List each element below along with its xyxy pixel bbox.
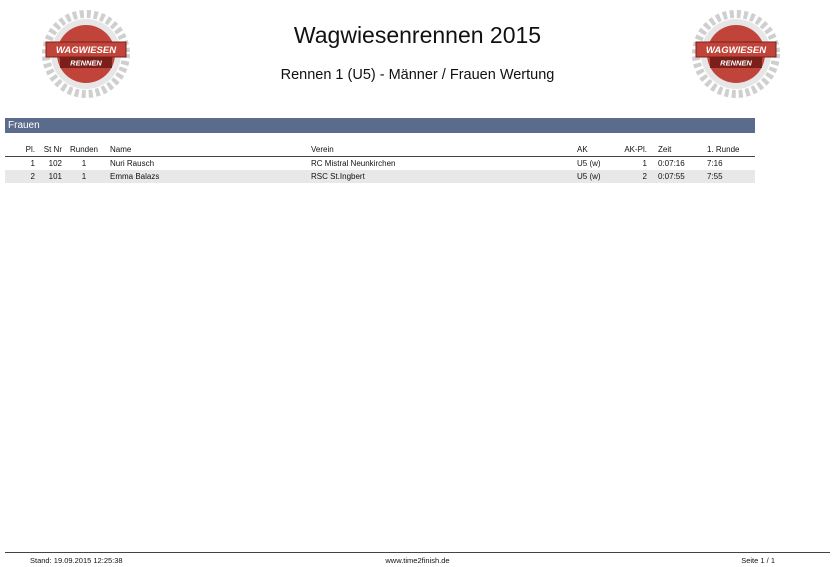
results-table bbox=[5, 143, 755, 183]
page-subtitle: Rennen 1 (U5) - Männer / Frauen Wertung bbox=[280, 67, 555, 83]
cell-club: RC Mistral Neunkirchen bbox=[311, 159, 396, 168]
column-header-pl: Pl. bbox=[25, 145, 35, 154]
cell-first-lap: 7:16 bbox=[707, 159, 723, 168]
cell-age-class: U5 (w) bbox=[577, 159, 601, 168]
cell-time: 0:07:55 bbox=[658, 172, 685, 181]
cell-placement: 2 bbox=[30, 172, 35, 181]
section-header-frauen: Frauen bbox=[5, 118, 755, 133]
logo-text-top: WAGWIESEN bbox=[705, 45, 767, 56]
logo-text-bottom: RENNEN bbox=[70, 58, 102, 68]
footer-website: www.time2finish.de bbox=[385, 556, 450, 565]
cell-start-number: 102 bbox=[48, 159, 62, 168]
footer-divider bbox=[5, 552, 830, 553]
cell-age-class-placement: 2 bbox=[642, 172, 647, 181]
cell-name: Emma Balazs bbox=[110, 172, 160, 181]
cell-laps: 1 bbox=[81, 159, 87, 168]
column-header-runde-1: 1. Runde bbox=[707, 145, 740, 154]
cell-first-lap: 7:55 bbox=[707, 172, 723, 181]
cell-laps: 1 bbox=[81, 172, 87, 181]
column-header-runden: Runden bbox=[69, 145, 99, 154]
logo-text-bottom: RENNEN bbox=[720, 58, 752, 68]
page-title: Wagwiesenrennen 2015 bbox=[293, 22, 542, 48]
column-header-name: Name bbox=[110, 145, 132, 154]
cell-start-number: 101 bbox=[48, 172, 62, 181]
cell-age-class-placement: 1 bbox=[642, 159, 647, 168]
footer-timestamp: Stand: 19.09.2015 12:25:38 bbox=[30, 556, 123, 565]
table-row bbox=[5, 170, 755, 183]
cell-club: RSC St.Ingbert bbox=[311, 172, 365, 181]
column-header-st-nr: St Nr bbox=[43, 145, 62, 154]
table-header-row bbox=[5, 143, 755, 157]
cell-time: 0:07:16 bbox=[658, 159, 685, 168]
cell-placement: 1 bbox=[30, 159, 35, 168]
column-header-ak-pl: AK-Pl. bbox=[624, 145, 647, 154]
column-header-ak: AK bbox=[577, 145, 588, 154]
footer-page-number: Seite 1 / 1 bbox=[741, 556, 775, 565]
logo-text-top: WAGWIESEN bbox=[55, 45, 117, 56]
column-header-zeit: Zeit bbox=[658, 145, 672, 154]
table-row bbox=[5, 157, 755, 170]
cell-age-class: U5 (w) bbox=[577, 172, 601, 181]
column-header-verein: Verein bbox=[311, 145, 334, 154]
cell-name: Nuri Rausch bbox=[110, 159, 155, 168]
